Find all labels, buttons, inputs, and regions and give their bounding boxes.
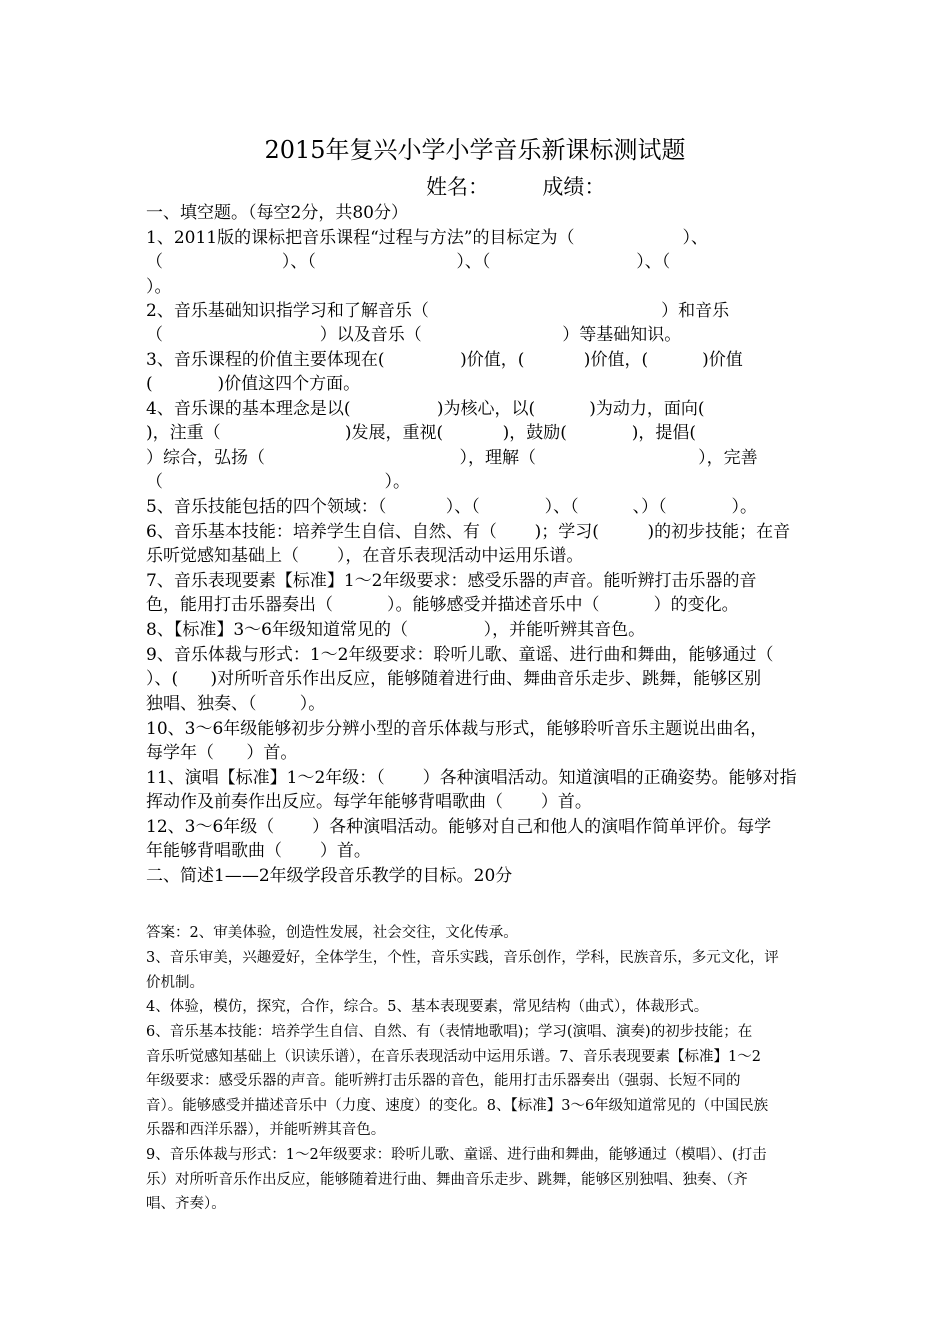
question-7: 7、音乐表现要素【标准】1～2年级要求：感受乐器的声音。能听辨打击乐器的音 色，能用打击乐器奏出（ ）。能够感受并描述音乐中（ ）的变化。 [146, 571, 757, 616]
answer-3: 3、音乐审美，兴趣爱好，全体学生，个性，音乐实践，音乐创作，学科，民族音乐，多元文化，评 价机制。 [146, 950, 779, 991]
page-title: 2015年复兴小学小学音乐新课标测试题 [264, 136, 686, 164]
question-12: 12、3～6年级（ ）各种演唱活动。能够对自己和他人的演唱作简单评价。每学 年能够背唱歌曲（ ）首。 [146, 817, 772, 862]
question-8: 8、【标准】3～6年级知道常见的（ ），并能听辨其音色。 [146, 620, 646, 640]
question-9: 9、音乐体裁与形式：1～2年级要求：聆听儿歌、童谣、进行曲和舞曲，能够通过（ ）、( )对所听音乐作出反应，能够随着进行曲、舞曲音乐走步、跳舞，能够区别 独唱、独奏、（ ）。 [146, 645, 774, 714]
question-10: 10、3～6年级能够初步分辨小型的音乐体裁与形式，能够聆听音乐主题说出曲名， 每学年（ ）首。 [146, 719, 768, 764]
question-4: 4、音乐课的基本理念是以( )为核心，以( )为动力，面向( )，注重（ )发展，重视( )，鼓励( )，提倡( ）综合，弘扬（ ），理解（ ），完善 （ ）。 [146, 399, 758, 493]
answer-9: 9、音乐体裁与形式：1～2年级要求：聆听儿歌、童谣、进行曲和舞曲，能够通过（模唱）、(打击 乐）对所听音乐作出反应，能够随着进行曲、舞曲音乐走步、跳舞，能够区别独唱、独奏、（齐 唱、齐奏）。 [146, 1147, 767, 1212]
answer-4-5: 4、体验，模仿，探究，合作，综合。5、基本表现要素，常见结构（曲式），体裁形式。 [146, 999, 709, 1015]
question-6: 6、音乐基本技能：培养学生自信、自然、有（ )；学习( )的初步技能；在音 乐听觉感知基础上（ ），在音乐表现活动中运用乐谱。 [146, 522, 791, 567]
section-2-heading: 二、简述1——2年级学段音乐教学的目标。20分 [146, 866, 513, 886]
name-score-line: 姓名： 成绩： [426, 175, 606, 199]
section-1-heading: 一、填空题。（每空2分，共80分） [146, 203, 408, 223]
question-2: 2、音乐基础知识指学习和了解音乐（ ）和音乐 （ ）以及音乐（ ）等基础知识。 [146, 301, 730, 346]
question-3: 3、音乐课程的价值主要体现在( )价值，( )价值，( )价值 ( )价值这四个方面。 [146, 350, 743, 395]
answer-line-2: 答案：2、审美体验，创造性发展，社会交往，文化传承。 [146, 925, 518, 941]
question-5: 5、音乐技能包括的四个领域：（ ）、（ ）、（ 、）（ ）。 [146, 497, 757, 517]
answer-6-8: 6、音乐基本技能：培养学生自信、自然、有（表情地歌唱)；学习(演唱、演奏)的初步技能；在 音乐听觉感知基础上（识读乐谱），在音乐表现活动中运用乐谱。7、音乐表现要素【标准】1～2 年级要求：感受乐器的声音。能听辨打击乐器的音色，能用打击乐器奏出（强弱、长短不同的 音）。能够感受并描述音乐中（力度、速度）的变化。8、【标准】3～6年级知道常见的（中国民族 乐器和西洋乐器），并能听辨其音色。 [146, 1024, 769, 1138]
question-1: 1、2011版的课标把音乐课程“过程与方法”的目标定为（ ）、 （ ）、（ ）、（ ）、（ ）。 [146, 228, 709, 297]
question-11: 11、演唱【标准】1～2年级：（ ）各种演唱活动。知道演唱的正确姿势。能够对指 挥动作及前奏作出反应。每学年能够背唱歌曲（ ）首。 [146, 768, 797, 813]
